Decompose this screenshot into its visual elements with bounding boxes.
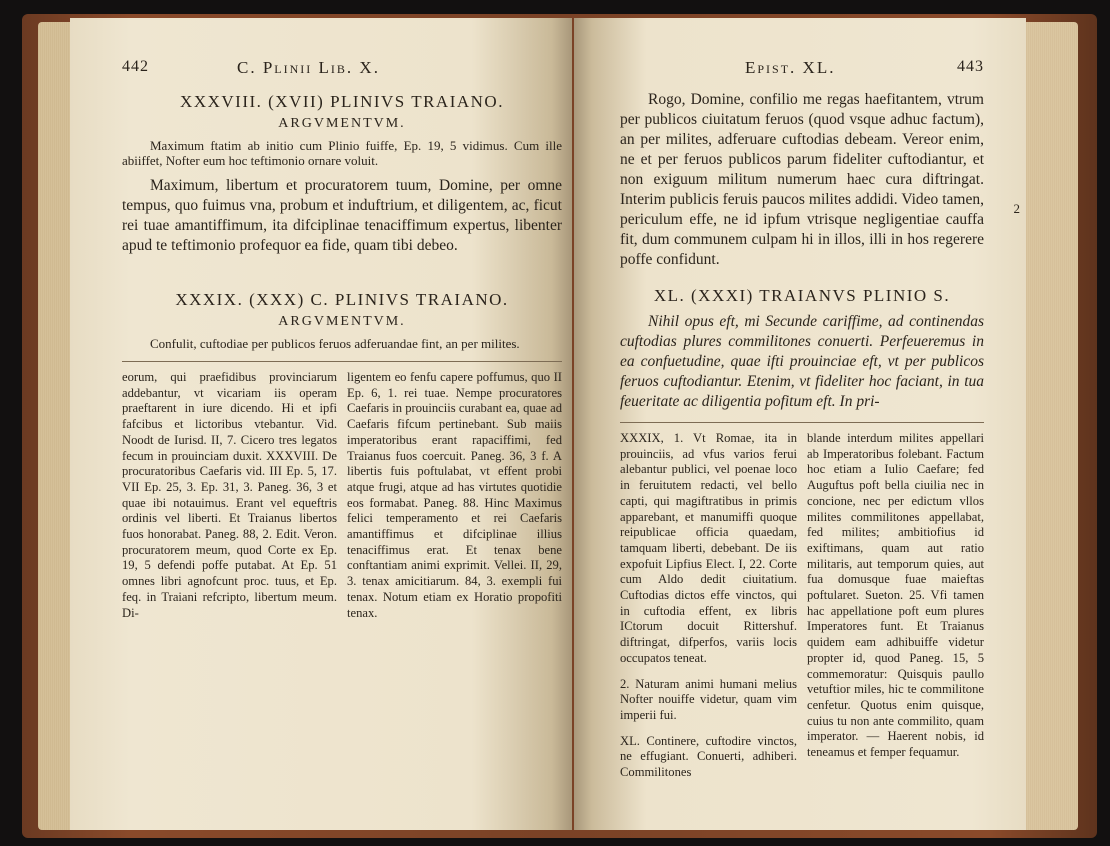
footnotes (620, 431, 984, 781)
right-page (574, 18, 1026, 830)
argument-label: ARGVMENTVM. (278, 116, 406, 131)
divider (620, 422, 984, 423)
running-head (122, 58, 562, 84)
letter-body: Maximum, libertum et procuratorem tuum, Domine, per omne tempus, quo fuimus vna, probum et induftrium, et diligentem, ac, ficut rei tuae amantiffimum, ita difciplinae tenaciffimum expertus, libenter apud te teftimonio profequor ea fide, quam tibi debeo. (122, 177, 562, 254)
page-number: 442 (122, 58, 149, 75)
letter-body: Rogo, Domine, confilio me regas haefitantem, vtrum per publicos ciuitatum feruos (quod vsque adhuc factum), an per milites, adferuare cuftodias debeam. Vereor enim, ne et per feruos publicos parum fideliter cuftodiantur, et non exiguum militum numerum haec cura diftringat. Interim publicis feruis paucos milites addidi. Video tamen, periculum effe, ne id ipfum vtrisque negligentiae cauffa fit, dum communem culpam hi in illos, illi in hos regerere poffe confidunt. (620, 91, 984, 268)
argument-label: ARGVMENTVM. (278, 314, 406, 329)
footnote-column (620, 431, 797, 781)
letter-heading: XXXIX. (XXX) C. PLINIVS TRAIANO. (175, 290, 509, 309)
footnote-column (122, 370, 337, 621)
footnote-text: XXXIX, 1. Vt Romae, ita in prouinciis, ad vfus varios ferui alebantur publici, vel poenae loco in feruitutem redacti, vel bello capti, qui magiftratibus in primis apparebant, et manumiffi quoque reipublicae officia quaedam, tamquam liberti, debebant. De iis expofuit Lipfius Elect. I, 22. Corte cum Aldo dedit ciuitatium. Cuftodias dictos effe vinctos, qui in cuftodia effent, ex libris ICtorum docuit Rittershuf. diftringat, difperfos, variis locis occupatos teneat. (620, 431, 797, 665)
letter-heading: XL. (XXXI) TRAIANVS PLINIO S. (653, 286, 951, 305)
footnote-text: XL. Continere, cuftodire vinctos, ne effugiant. Conuerti, adhiberi. Commilitones (620, 733, 797, 780)
footnotes (122, 370, 562, 621)
argument-text: Confulit, cuftodiae per publicos feruos adferuandae fint, an per milites. (150, 336, 520, 351)
running-title: Epist. XL. (745, 58, 836, 77)
reply-body: Nihil opus eft, mi Secunde cariffime, ad continendas cuftodias plures commilitones conuerti. Perfeueremus in ea confuetudine, quae ifti prouinciae eft, vt per publicos feruos cuftodiantur. Etenim, vt fideliter hoc faciant, in tua feueritate ac diligentia pofitum eft. In pri- (620, 313, 984, 410)
running-head (620, 58, 984, 84)
running-title: C. Plinii Lib. X. (237, 58, 380, 77)
footnote-column (807, 431, 984, 781)
left-page (70, 18, 572, 830)
footnote-text: blande interdum milites appellari ab Imperatoribus folebant. Factum hoc etiam a Iulio Caefare; fed Auguftus poft bella ciuilia nec in concione, nec per edictum vllos milites commilitones appellabat, fed milites; ambitiofius id exiftimans, quam aut ratio militaris, aut temporum quies, aut fua domusque fuae maieftas poftularet. Sueton. 25. Vfi tamen hac appellatione poft eum plures Imperatores funt. Et Traianus quidem eam adhibuiffe videtur propter id, quod Paneg. 15, 5 commemoratur: Quisquis paullo vetuftior miles, hic te commilitone cenfetur. Quotus enim quisque, cuius tu non ante commilito, quam imperator. — Haerent nobis, id teneamus et femper fequamur. (807, 431, 984, 760)
footnote-text: eorum, qui praefidibus provinciarum addebantur, vt vicariam iis operam praeftarent in iure dicendo. Hi et ipfi fafcibus et lictoribus vtebantur. Vid. Noodt de Iurisd. II, 7. Cicero tres legatos fecum in prouinciam duxit. XXXVIII. De procuratoribus Caefaris vid. III Ep. 5, 17. VII Ep. 25, 3. Ep. 31, 3. Paneg. 36, 3 et quae ibi notauimus. Erant vel equeftris ordinis vel liberti. Et Traianus libertos fuos honorabat. Paneg. 88, 2. Edit. Veron. procuratorem meum, quod Corte ex Ep. 19, 5 defendi poffe putabat. At Ep. 51 omnes libri agnofcunt proc. tuus, et Ep. feq. in Traiani refcripto, libertum meum. Di- (122, 370, 337, 620)
footnote-text: ligentem eo fenfu capere poffumus, quo II Ep. 6, 1. rei tuae. Nempe procuratores Caefaris in prouinciis curabant ea, quae ad Caefaris fifcum pertinebant. Sub maiis imperatoribus erant rapaciffimi, fed Traianus fuos coercuit. Paneg. 36, 3 f. A libertis fuis poftulabat, vt effent probi atque frugi, atque ad has virtutes quotidie eos formabat. Paneg. 88. Hinc Maximus felici temperamento et rei Caefaris amantiffimus et difciplinae illius tenaciffimus erat. Et tenax bene conftantiam animi exprimit. Vellei. II, 29, 3. tenax amicitiarum. 84, 3. exempli fui tenax. Notum etiam ex Horatio propofiti tenax. (347, 370, 562, 620)
letter-heading: XXXVIII. (XVII) PLINIVS TRAIANO. (180, 92, 504, 111)
page-edges-right (1020, 22, 1078, 830)
argument-text: Maximum ftatim ab initio cum Plinio fuiffe, Ep. 19, 5 vidimus. Cum ille abiiffet, Nofter eum hoc teftimonio ornare voluit. (122, 138, 562, 168)
footnote-column (347, 370, 562, 621)
footnote-text: 2. Naturam animi humani melius Nofter nouiffe videtur, quam vim imperii fui. (620, 676, 797, 722)
divider (122, 361, 562, 362)
margin-number: 2 (1013, 201, 1020, 216)
page-number: 443 (957, 58, 984, 75)
